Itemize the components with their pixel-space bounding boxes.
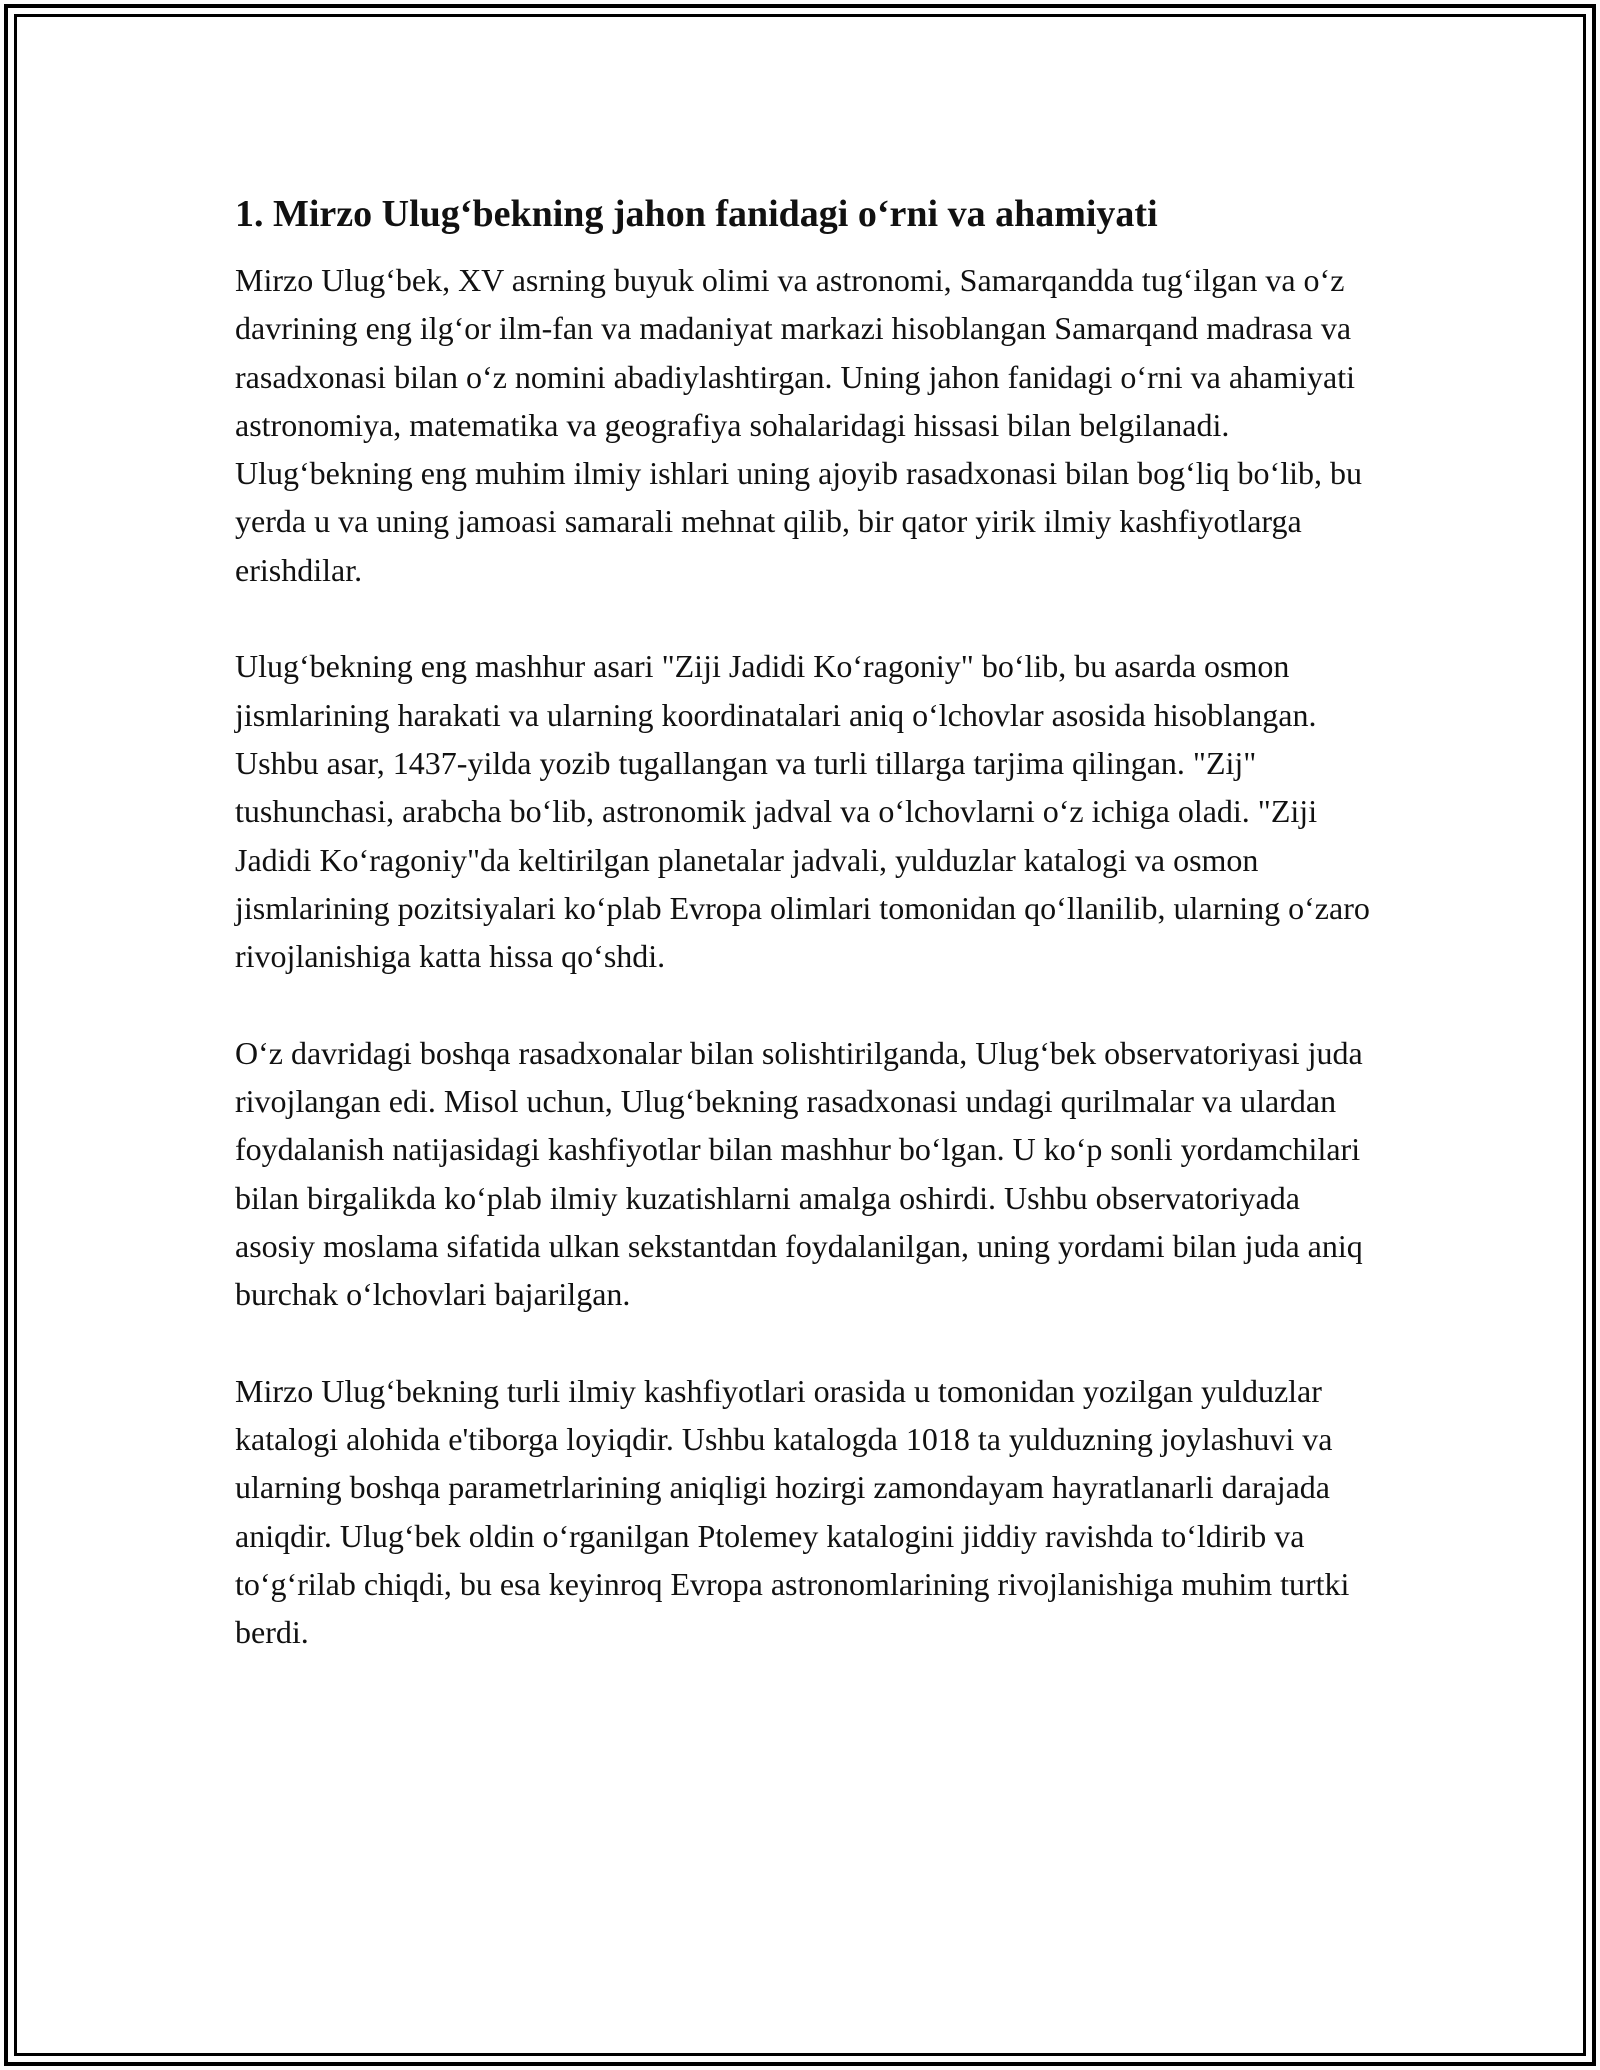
paragraph-1: Mirzo Ulugʻbek, XV asrning buyuk olimi va astronomi, Samarqandda tugʻilgan va oʻz davrining eng ilgʻor ilm-fan va madaniyat markazi hisoblangan Samarqand madrasa va rasadxonasi bilan oʻz nomini abadiylashtirgan. Uning jahon fanidagi oʻrni va ahamiyati astronomiya, matematika va geografiya sohalaridagi hissasi bilan belgilanadi. Ulugʻbekning eng muhim ilmiy ishlari uning ajoyib rasadxonasi bilan bogʻliq boʻlib, bu yerda u va uning jamoasi samarali mehnat qilib, bir qator yirik ilmiy kashfiyotlarga erishdilar. [235,262,1362,588]
paragraph-2: Ulugʻbekning eng mashhur asari "Ziji Jadidi Koʻragoniy" boʻlib, bu asarda osmon jismlarining harakati va ularning koordinatalari aniq oʻlchovlar asosida hisoblangan. Ushbu asar, 1437-yilda yozib tugallangan va turli tillarga tarjima qilingan. "Zij" tushunchasi, arabcha boʻlib, astronomik jadval va oʻlchovlarni oʻz ichiga oladi. "Ziji Jadidi Koʻragoniy"da keltirilgan planetalar jadvali, yulduzlar katalogi va osmon jismlarining pozitsiyalari koʻplab Evropa olimlari tomonidan qoʻllanilib, ularning oʻzaro rivojlanishiga katta hissa qoʻshdi. [235,648,1370,975]
paragraph-4: Mirzo Ulugʻbekning turli ilmiy kashfiyotlari orasida u tomonidan yozilgan yulduzlar katalogi alohida e'tiborga loyiqdir. Ushbu katalogda 1018 ta yulduzning joylashuvi va ularning boshqa parametrlarining aniqligi hozirgi zamondayam hayratlanarli darajada aniqdir. Ulugʻbek oldin oʻrganilgan Ptolemey katalogini jiddiy ravishda toʻldirib va toʻgʻrilab chiqdi, bu esa keyinroq Evropa astronomlarining rivojlanishiga muhim turtki berdi. [235,1372,1350,1651]
section-heading: 1. Mirzo Ulugʻbekning jahon fanidagi oʻrni va ahamiyati [235,193,1158,235]
paragraph-3: Oʻz davridagi boshqa rasadxonalar bilan solishtirilganda, Ulugʻbek observatoriyasi juda rivojlangan edi. Misol uchun, Ulugʻbekning rasadxonasi undagi qurilmalar va ulardan foydalanish natijasidagi kashfiyotlar bilan mashhur boʻlgan. U koʻp sonli yordamchilari bilan birgalikda koʻplab ilmiy kuzatishlarni amalga oshirdi. Ushbu observatoriyada asosiy moslama sifatida ulkan sekstantdan foydalanilgan, uning yordami bilan juda aniq burchak oʻlchovlari bajarilgan. [235,1034,1363,1313]
document-body [235,188,1375,1657]
